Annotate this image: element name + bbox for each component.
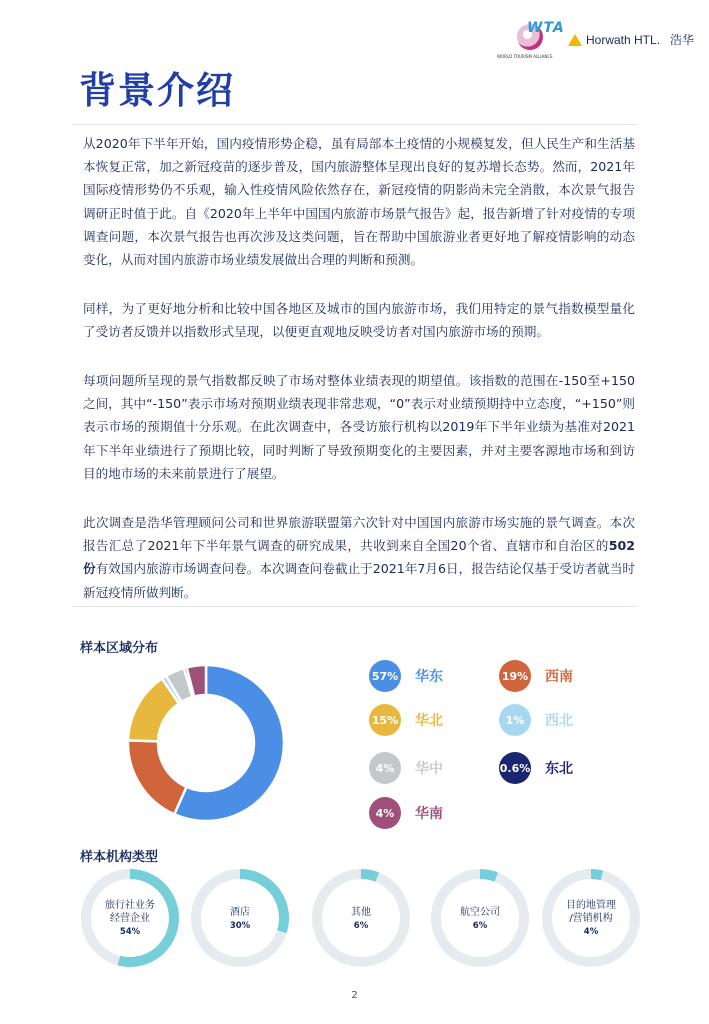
paragraph-4-bold: 502份 <box>83 538 635 577</box>
paragraph-2: 同样，为了更好地分析和比较中国各地区及城市的国内旅游市场，我们用特定的景气指数模型量化了受访者反馈并以指数形式呈现，以便更直观地反映受访者对国内旅游市场的预期。 <box>83 301 635 340</box>
org-ring-1 <box>190 868 290 968</box>
org-ring-label-3 <box>430 868 530 968</box>
region-legend-badge-4: 4% <box>369 752 401 784</box>
wta-logo-subtext: WORLD TOURISM ALLIANCE <box>497 54 553 59</box>
org-ring-line2-4: /营销机构 <box>569 913 613 924</box>
region-legend-item-4 <box>369 752 443 784</box>
org-ring-line1-2: 其他 <box>351 906 371 918</box>
region-legend-label-5: 东北 <box>545 761 573 777</box>
org-ring-line1-0: 旅行社业务 <box>105 900 155 911</box>
region-legend-label-2: 华北 <box>415 713 443 729</box>
title-divider <box>72 124 638 125</box>
region-legend-label-6: 华南 <box>415 806 443 822</box>
org-section-title: 样本机构类型 <box>80 850 159 865</box>
region-legend-item-2 <box>369 704 443 736</box>
org-ring-line2-0: 经营企业 <box>110 913 150 924</box>
region-legend-badge-5: 0.6% <box>499 752 531 784</box>
paragraph-3: 每项问题所呈现的景气指数都反映了市场对整体业绩表现的期望值。该指数的范围在-150至+150之间，其中“-150”表示市场对预期业绩表现非常悲观，“0”表示对业绩预期持中立态度，“+150”则表示市场的预期值十分乐观。在此次调查中，各受访旅行机构以2019年下半年业绩为基准对2021年下半年业绩进行了预期比较，同时判断了导致预期变化的主要因素，并对主要客源地市场和到访目的地市场的未来前景进行了展望。 <box>83 373 635 481</box>
org-ring-label-4 <box>541 868 641 968</box>
wta-logo-text: WTA <box>527 20 565 36</box>
org-ring-pct-4: 4% <box>583 927 599 937</box>
wta-logo <box>497 20 567 64</box>
org-ring-label-1 <box>190 868 290 968</box>
org-ring-line1-3: 航空公司 <box>460 906 500 918</box>
org-ring-label-0 <box>80 868 180 968</box>
region-legend-item-6 <box>369 797 443 829</box>
text-divider <box>72 606 638 607</box>
region-slice-1 <box>128 740 186 814</box>
page-number: 2 <box>351 990 358 1001</box>
region-legend-label-4: 华中 <box>415 761 443 777</box>
org-ring-label-2 <box>311 868 411 968</box>
region-legend-label-1: 西南 <box>545 669 573 685</box>
region-legend-label-0: 华东 <box>415 669 443 685</box>
region-legend-label-3: 西北 <box>545 713 573 729</box>
org-ring-pct-2: 6% <box>353 920 369 931</box>
org-ring-line1-1: 酒店 <box>230 906 250 918</box>
region-donut-chart <box>126 663 286 823</box>
org-ring-line1-4: 目的地管理 <box>566 900 616 911</box>
org-ring-3 <box>430 868 530 968</box>
org-ring-pct-0: 54% <box>119 927 141 937</box>
region-legend-item-5 <box>499 752 573 784</box>
paragraph-4-part1: 此次调查是浩华管理顾问公司和世界旅游联盟第六次针对中国国内旅游市场实施的景气调查。本次报告汇总了2021年下半年景气调查的研究成果，共收到来自全国20个省、直辖市和自治区的 <box>83 515 635 554</box>
horwath-logo <box>568 31 694 48</box>
paragraph-4 <box>83 511 635 604</box>
horwath-logo-text: Horwath HTL. <box>586 32 661 47</box>
region-legend-badge-0: 57% <box>369 660 401 692</box>
horwath-logo-cn: 浩华 <box>670 33 695 47</box>
paragraph-1: 从2020年下半年开始，国内疫情形势企稳，虽有局部本土疫情的小规模复发，但人民生产和生活基本恢复正常，加之新冠疫苗的逐步普及，国内旅游整体呈现出良好的复苏增长态势。然而，2021年国际疫情形势仍不乐观，输入性疫情风险依然存在，新冠疫情的阴影尚未完全消散，本次景气报告调研正时值于此。自《2020年上半年中国国内旅游市场景气报告》起，报告新增了针对疫情的专项调查问题，本次景气报告也再次涉及这类问题，旨在帮助中国旅游业者更好地了解疫情影响的动态变化，从而对国内旅游市场业绩发展做出合理的判断和预测。 <box>83 136 635 268</box>
paragraph-4-part2: 有效国内旅游市场调查问卷。本次调查问卷截止于2021年7月6日，报告结论仅基于受访者就当时新冠疫情所做判断。 <box>83 561 636 600</box>
region-legend-item-0 <box>369 660 443 692</box>
org-ring-pct-1: 30% <box>229 920 251 931</box>
region-legend-badge-6: 4% <box>369 797 401 829</box>
region-legend-badge-2: 15% <box>369 704 401 736</box>
horwath-triangle-icon <box>568 34 582 46</box>
region-legend-badge-1: 19% <box>499 660 531 692</box>
region-section-title: 样本区域分布 <box>80 641 159 656</box>
region-legend-badge-3: 1% <box>499 704 531 736</box>
region-legend-item-1 <box>499 660 573 692</box>
org-ring-0 <box>80 868 180 968</box>
page-title: 背景介绍 <box>79 69 235 112</box>
org-ring-pct-3: 6% <box>472 920 488 931</box>
region-legend-item-3 <box>499 704 573 736</box>
org-ring-4 <box>541 868 641 968</box>
org-ring-2 <box>311 868 411 968</box>
